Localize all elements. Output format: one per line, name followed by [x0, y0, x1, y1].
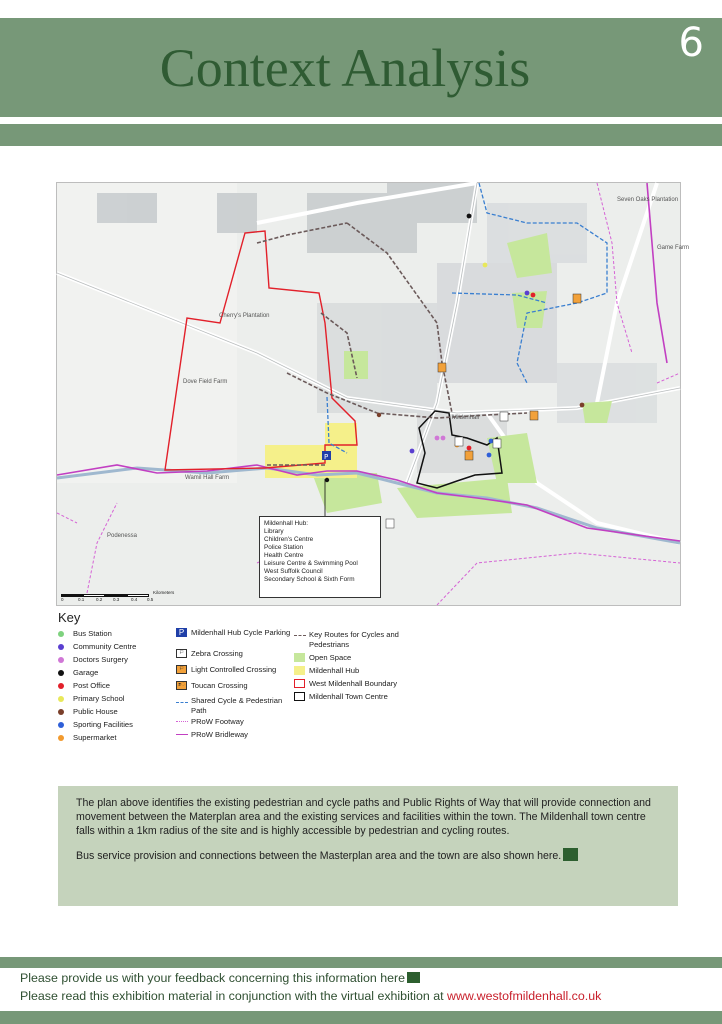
toucan-crossing-icon: ෙ [177, 682, 186, 688]
map-label-podenessa: Podenessa [107, 533, 138, 539]
footer-band-bottom [0, 1011, 722, 1024]
west-boundary-swatch-icon [294, 679, 305, 688]
cycle-parking-icon: P [176, 628, 187, 637]
sporting-facilities-dot-icon [58, 722, 64, 728]
shared-path-line-icon [176, 702, 188, 703]
scale-bar [61, 590, 175, 603]
garage-dot-icon [58, 670, 64, 676]
hub-box-item: Leisure Centre & Swimming Pool [264, 560, 358, 567]
scale-tick: 0.4 [131, 597, 138, 602]
square-bullet-icon [563, 848, 578, 861]
website-link[interactable]: www.westofmildenhall.co.uk [447, 989, 602, 1003]
scale-tick: 0 [61, 597, 64, 602]
footer-exhibition-line: Please read this exhibition material in conjunction with the virtual exhibition at www.westofmildenhall.co.uk [20, 989, 602, 1003]
supermarket-dot-icon [58, 735, 64, 741]
mildenhall-hub-swatch-icon [294, 666, 305, 675]
post-office-dot-icon [58, 683, 64, 689]
key-title: Key [58, 610, 81, 625]
hub-box-item: Children's Centre [264, 536, 314, 543]
map-label-seven-oaks: Seven Oaks Plantation [617, 197, 679, 203]
info-box [58, 786, 678, 906]
scale-tick: 0.3 [113, 597, 120, 602]
footer-band-top [0, 957, 722, 968]
public-house-dot-icon [58, 709, 64, 715]
context-map[interactable] [56, 182, 690, 606]
town-centre-swatch-icon [294, 692, 305, 701]
doctors-surgery-dot-icon [58, 657, 64, 663]
page-number: 6 [678, 20, 704, 66]
map-label-mildenhall: Mildenhall [452, 415, 480, 421]
scale-tick: 0.5 [147, 597, 154, 602]
svg-text:P: P [324, 453, 329, 461]
map-label-plantation: Cherry's Plantation [219, 313, 270, 319]
open-space-swatch-icon [294, 653, 305, 662]
footer-feedback-line: Please provide us with your feedback concerning this information here [20, 970, 420, 986]
info-paragraph-1: The plan above identifies the existing pedestrian and cycle paths and Public Rights of Way that will provide connection and movement between the Materplan area and the existing services and facilities within the town. The Mildenhall town centre falls within a 1km radius of the site and is highly accessible by pedestrian and cycling routes. [76, 797, 651, 837]
map-label-wamil-hall: Wamil Hall Farm [185, 475, 230, 481]
bridleway-line-icon [176, 734, 188, 735]
page-title: Context Analysis [159, 38, 531, 98]
hub-box-item: Health Centre [264, 552, 304, 559]
community-centre-dot-icon [58, 644, 64, 650]
scale-tick: 0.1 [78, 597, 85, 602]
feedback-square-icon[interactable] [407, 972, 420, 983]
header-stripe [0, 124, 722, 146]
light-crossing-icon: ⚐ [176, 665, 187, 674]
bus-station-dot-icon [58, 631, 64, 637]
scale-tick: 0.2 [96, 597, 103, 602]
hub-box-item: Library [264, 528, 284, 535]
map-label-game-farm: Game Farm [657, 245, 690, 251]
primary-school-dot-icon [58, 696, 64, 702]
header-band [0, 18, 722, 117]
info-paragraph-2: Bus service provision and connections between the Masterplan area and the town are also shown here. [76, 848, 660, 863]
hub-box-item: Secondary School & Sixth Form [264, 576, 355, 583]
zebra-crossing-icon: ⚐ [176, 649, 187, 658]
hub-box-item: Police Station [264, 544, 304, 551]
footway-line-icon [176, 721, 188, 722]
hub-box-item: West Suffolk Council [264, 568, 323, 575]
key-route-line-icon [294, 635, 306, 636]
map-key: Key Bus Station Community Centre Doctors Surgery Garage Post Office Primary School Public House Sporting Facilities Supermarket P Mildenhall Hub Cycle Parking ⚐ Zebra Crossing ⚐ Light Controlled Crossing ෙ Toucan Crossing Shared Cycle & Pedestrian Path PRoW Footway PRoW Bridleway Key Routes for Cycles and Pedestrians Open Space Mildenhall Hub West Mildenhall Boundary Mildenhall Town Centre [58, 610, 399, 742]
hub-box-title: Mildenhall Hub: [264, 520, 309, 527]
map-label-doves-farm: Dove Field Farm [183, 379, 228, 385]
hub-info-box [259, 516, 381, 598]
scale-unit: Kilometers [153, 590, 175, 595]
